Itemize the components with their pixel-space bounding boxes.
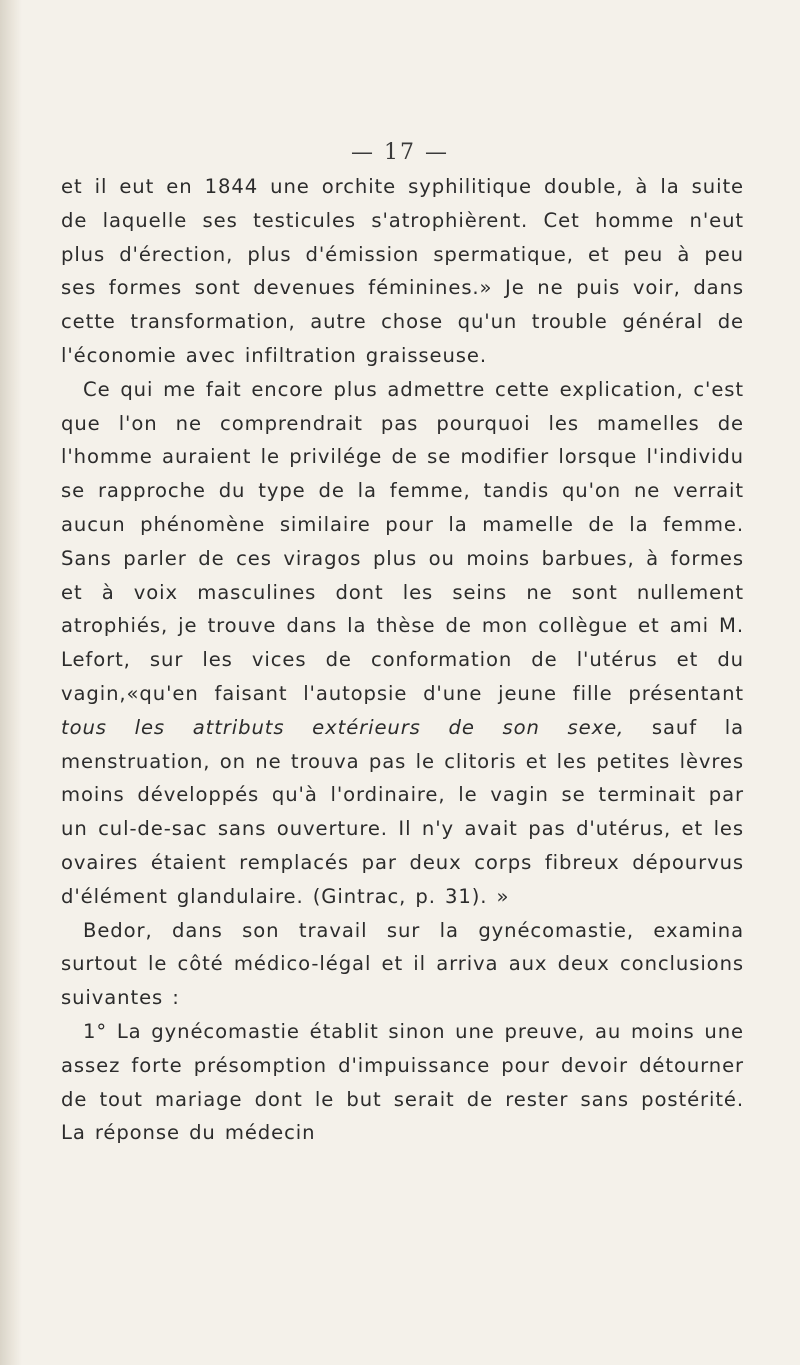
- paragraph-3: Bedor, dans son travail sur la gynécomastie, examina surtout le côté médico-légal et il arriva aux deux conclusions suivantes :: [61, 918, 744, 1010]
- binding-shadow: [0, 0, 22, 1365]
- paragraph-4: 1° La gynécomastie établit sinon une preuve, au moins une assez forte présomption d'impuissance pour devoir détourner de tout mariage dont le but serait de rester sans postérité. La réponse du médecin: [61, 1019, 744, 1145]
- italic-quote: tous les attributs extérieurs de son sexe,: [61, 715, 625, 739]
- paragraph-2: [61, 373, 744, 914]
- paragraph-2-text-end: sauf la menstruation, on ne trouva pas le clitoris et les petites lèvres moins développés qu'à l'ordinaire, le vagin se terminait par un cul-de-sac sans ouverture. Il n'y avait pas d'utérus, et les ovaires étaient remplacés par deux corps fibreux dépourvus d'élément glandulaire. (Gintrac, p. 31). »: [61, 715, 744, 908]
- paragraph-2-text-start: Ce qui me fait encore plus admettre cette explication, c'est que l'on ne comprendrait pas pourquoi les mamelles de l'homme auraient le privilége de se modifier lorsque l'individu se rapproche du type de la femme, tandis qu'on ne verrait aucun phénomène similaire pour la mamelle de la femme. Sans parler de ces viragos plus ou moins barbues, à formes et à voix masculines dont les seins ne sont nullement atrophiés, je trouve dans la thèse de mon collègue et ami M. Lefort, sur les vices de conformation de l'utérus et du vagin,«qu'en faisant l'autopsie d'une jeune fille présentant: [61, 377, 744, 705]
- body-text: [61, 170, 744, 1150]
- paragraph-1: et il eut en 1844 une orchite syphilitique double, à la suite de laquelle ses testicules s'atrophièrent. Cet homme n'eut plus d'érection, plus d'émission spermatique, et peu à peu ses formes sont devenues féminines.» Je ne puis voir, dans cette transformation, autre chose qu'un trouble général de l'économie avec infiltration graisseuse.: [61, 175, 744, 367]
- page-number: — 17 —: [351, 140, 449, 165]
